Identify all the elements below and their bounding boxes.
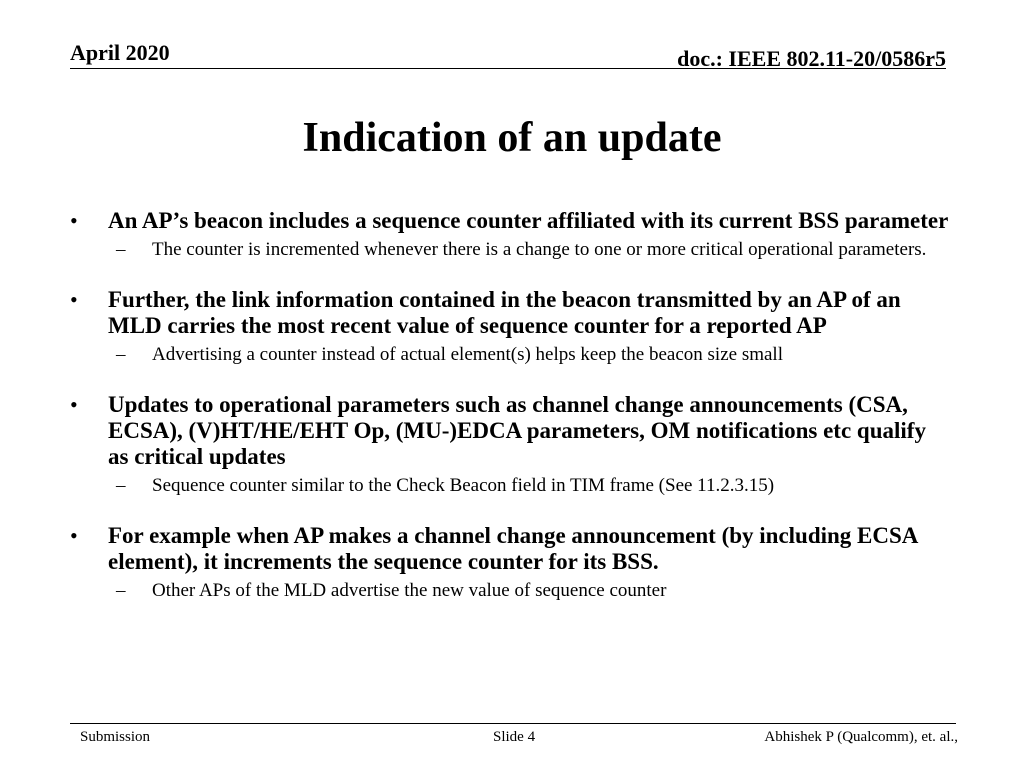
bullet-marker: • (70, 523, 78, 548)
footer-author: Abhishek P (Qualcomm), et. al., (764, 729, 958, 745)
sub-bullet-marker: – (116, 475, 126, 496)
bullet-marker: • (70, 208, 78, 233)
bullet-item (70, 523, 950, 602)
sub-bullet-item (108, 475, 950, 497)
bullet-item (70, 392, 950, 497)
bullet-item (70, 208, 950, 261)
sub-bullet-text: The counter is incremented whenever there is a change to one or more critical operational parameters. (152, 239, 927, 260)
bullet-text: Updates to operational parameters such as channel change announcements (CSA, ECSA), (V)HT/HE/EHT Op, (MU-)EDCA parameters, OM notifications etc qualify as critical updates (108, 392, 926, 469)
footer-slide-number: Slide 4 (493, 729, 536, 745)
header-rule (70, 68, 946, 69)
sub-bullet-marker: – (116, 344, 126, 365)
sub-bullet-text: Advertising a counter instead of actual element(s) helps keep the beacon size small (152, 344, 783, 365)
header-doc-id: doc.: IEEE 802.11-20/0586r5 (677, 46, 946, 71)
footer-rule (70, 723, 956, 724)
slide-body (70, 208, 950, 628)
header-date: April 2020 (70, 40, 170, 65)
sub-bullet-marker: – (116, 239, 126, 260)
sub-bullet-item (108, 239, 950, 261)
sub-bullet-marker: – (116, 580, 126, 601)
footer-submission: Submission (80, 729, 151, 745)
slide-title: Indication of an update (302, 115, 722, 161)
bullet-text: Further, the link information contained in the beacon transmitted by an AP of an MLD carries the most recent value of sequence counter for a reported AP (108, 287, 901, 338)
bullet-marker: • (70, 287, 78, 312)
sub-bullet-item (108, 344, 950, 366)
sub-bullet-text: Other APs of the MLD advertise the new value of sequence counter (152, 580, 667, 601)
sub-bullet-item (108, 580, 950, 602)
bullet-item (70, 287, 950, 366)
bullet-marker: • (70, 392, 78, 417)
sub-bullet-text: Sequence counter similar to the Check Beacon field in TIM frame (See 11.2.3.15) (152, 475, 775, 496)
bullet-text: An AP’s beacon includes a sequence counter affiliated with its current BSS parameter (108, 208, 949, 233)
bullet-text: For example when AP makes a channel change announcement (by including ECSA element), it increments the sequence counter for its BSS. (108, 523, 918, 574)
